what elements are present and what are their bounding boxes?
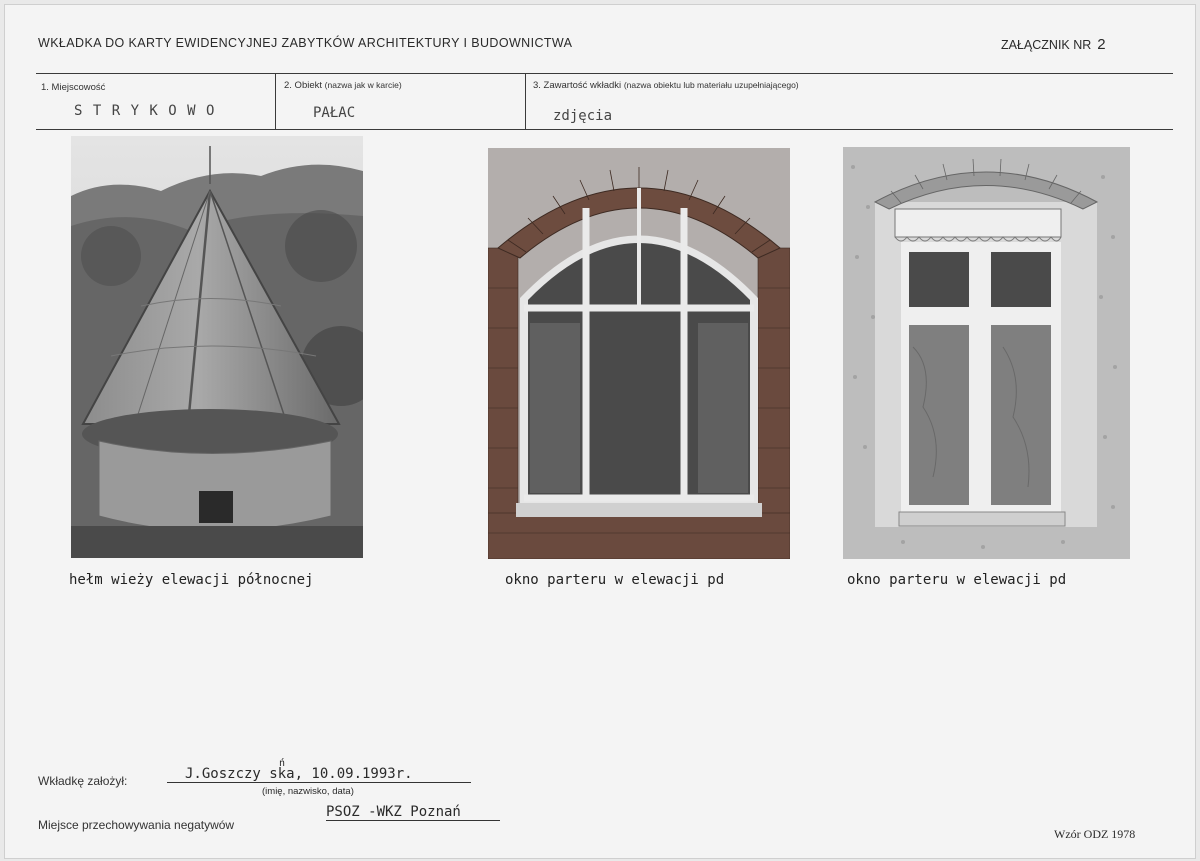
field-content-label-note: (nazwa obiektu lub materiału uzupełniającego) (623, 80, 799, 90)
prepared-by-note: (imię, nazwisko, data) (262, 786, 354, 797)
attachment-label: ZAŁĄCZNIK NR (1001, 38, 1092, 52)
field-object-value: PAŁAC (313, 105, 356, 121)
negatives-location-value: PSOZ -WKZ Poznań (326, 804, 500, 821)
window-stucco-image (843, 147, 1130, 559)
field-object-label-text: 2. Obiekt (284, 80, 323, 91)
arched-window-image (488, 148, 790, 559)
form-title: WKŁADKA DO KARTY EWIDENCYJNEJ ZABYTKÓW ARCHITEKTURY I BUDOWNICTWA (38, 36, 573, 50)
field-location-label: 1. Miejscowość (41, 82, 106, 93)
column-divider-1 (275, 73, 276, 130)
attachment-value: 2 (1097, 36, 1106, 53)
prepared-by-text: J.Goszczy ska, 10.09.1993r. (185, 766, 413, 782)
template-code: Wzór ODZ 1978 (1054, 827, 1136, 841)
photo-caption-3: okno parteru w elewacji pd (847, 572, 1067, 588)
prepared-by-value (167, 766, 471, 783)
field-object-label (284, 80, 402, 91)
negatives-location-label: Miejsce przechowywania negatywów (38, 818, 235, 832)
photo-tower-roof (71, 136, 363, 558)
field-content-label (533, 80, 799, 91)
prepared-by-label: Wkładkę założył: (38, 774, 128, 788)
field-content-label-text: 3. Zawartość wkładki (533, 80, 622, 91)
table-top-rule (36, 73, 1173, 74)
tower-roof-image (71, 136, 363, 558)
photo-caption-1: hełm wieży elewacji północnej (69, 572, 314, 588)
prepared-by-correction: ń (279, 758, 286, 769)
field-content-value: zdjęcia (553, 108, 613, 124)
table-bottom-rule (36, 129, 1173, 130)
column-divider-2 (525, 73, 526, 130)
field-object-label-note: (nazwa jak w karcie) (324, 80, 402, 90)
photo-arched-window (488, 148, 790, 559)
attachment-number (1001, 36, 1106, 53)
photo-caption-2: okno parteru w elewacji pd (505, 572, 725, 588)
field-location-value: S T R Y K O W O (74, 103, 216, 119)
photo-window-stucco (843, 147, 1130, 559)
